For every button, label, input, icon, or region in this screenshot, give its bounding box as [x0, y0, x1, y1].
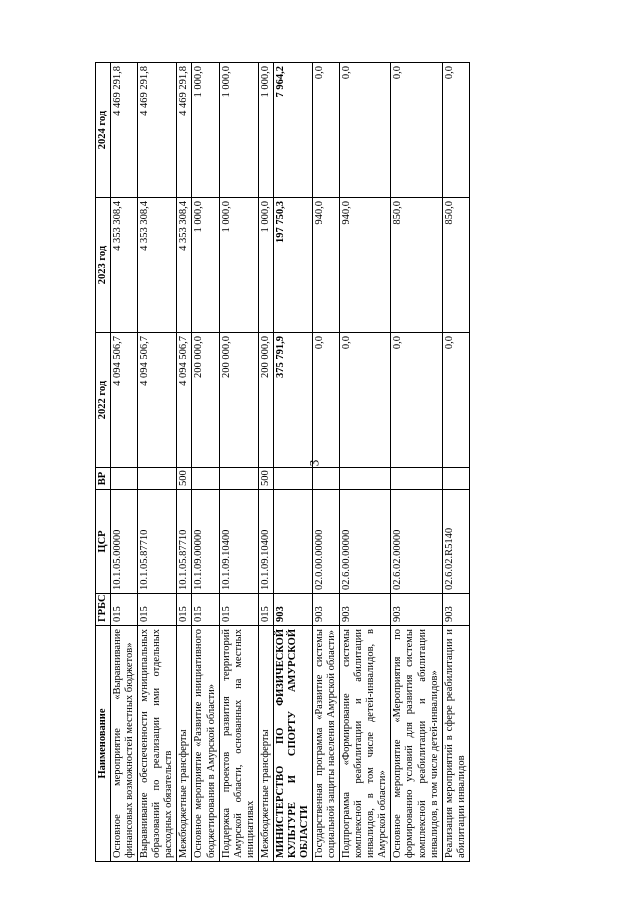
header-name: Наименование — [96, 626, 111, 862]
header-2024: 2024 год — [96, 63, 111, 198]
page-number: 3 — [306, 459, 322, 467]
row-2023: 4 353 308,4 — [138, 198, 177, 333]
row-grbs: 903 — [391, 594, 442, 626]
row-grbs: 015 — [258, 594, 273, 626]
row-2023: 850,0 — [442, 198, 469, 333]
row-2024: 4 469 291,8 — [177, 63, 192, 198]
table-row — [138, 63, 177, 862]
row-grbs: 015 — [177, 594, 192, 626]
row-2024: 1 000,0 — [258, 63, 273, 198]
row-2022: 0,0 — [442, 333, 469, 468]
row-csr: 10.1.05.00000 — [111, 490, 138, 594]
row-2022: 0,0 — [391, 333, 442, 468]
row-vr — [219, 468, 258, 490]
row-name: Поддержка проектов развития территорий Амурской области, основанных на местных инициативах — [219, 626, 258, 862]
row-2023: 4 353 308,4 — [177, 198, 192, 333]
row-vr — [313, 468, 340, 490]
row-csr: 10.1.09.10400 — [258, 490, 273, 594]
row-csr: 02.0.00.00000 — [313, 490, 340, 594]
header-2022: 2022 год — [96, 333, 111, 468]
table-row — [192, 63, 219, 862]
row-vr — [340, 468, 391, 490]
row-name: Выравнивание обеспеченности муниципальных образований по реализации ими отдельных расходных обязательств — [138, 626, 177, 862]
row-name: Межбюджетные трансферты — [258, 626, 273, 862]
row-2022: 0,0 — [313, 333, 340, 468]
row-vr — [192, 468, 219, 490]
row-2024: 7 964,2 — [273, 63, 312, 198]
table-row — [391, 63, 442, 862]
row-vr — [138, 468, 177, 490]
table-row — [177, 63, 192, 862]
row-2023: 940,0 — [340, 198, 391, 333]
header-csr: ЦСР — [96, 490, 111, 594]
row-csr: 02.6.00.00000 — [340, 490, 391, 594]
row-2022: 375 791,9 — [273, 333, 312, 468]
row-vr — [442, 468, 469, 490]
row-name: Основное мероприятие «Выравнивание финансовых возможностей местных бюджетов» — [111, 626, 138, 862]
row-2022: 4 094 506,7 — [138, 333, 177, 468]
table-row — [111, 63, 138, 862]
table-row — [258, 63, 273, 862]
row-vr — [391, 468, 442, 490]
row-grbs: 903 — [273, 594, 312, 626]
budget-table-container — [95, 62, 625, 862]
row-csr: 10.1.05.87710 — [177, 490, 192, 594]
row-csr: 10.1.05.87710 — [138, 490, 177, 594]
budget-table — [95, 62, 470, 862]
row-csr: 02.6.02.00000 — [391, 490, 442, 594]
row-2024: 0,0 — [340, 63, 391, 198]
table-row — [273, 63, 312, 862]
row-grbs: 015 — [111, 594, 138, 626]
row-name: Межбюджетные трансферты — [177, 626, 192, 862]
row-2024: 4 469 291,8 — [138, 63, 177, 198]
row-csr: 10.1.09.10400 — [219, 490, 258, 594]
row-2023: 940,0 — [313, 198, 340, 333]
row-2022: 200 000,0 — [258, 333, 273, 468]
row-2024: 0,0 — [442, 63, 469, 198]
header-grbs: ГРБС — [96, 594, 111, 626]
row-name: Подпрограмма «Формирование системы комплексной реабилитации и абилитации инвалидов, в том числе детей-инвалидов, в Амурской области» — [340, 626, 391, 862]
row-2022: 4 094 506,7 — [177, 333, 192, 468]
row-csr: 10.1.09.00000 — [192, 490, 219, 594]
row-grbs: 903 — [313, 594, 340, 626]
row-2024: 4 469 291,8 — [111, 63, 138, 198]
header-2023: 2023 год — [96, 198, 111, 333]
row-grbs: 903 — [340, 594, 391, 626]
table-row — [313, 63, 340, 862]
row-vr — [273, 468, 312, 490]
row-csr: 02.6.02.R5140 — [442, 490, 469, 594]
row-grbs: 903 — [442, 594, 469, 626]
row-2024: 1 000,0 — [192, 63, 219, 198]
table-row — [340, 63, 391, 862]
row-2022: 200 000,0 — [192, 333, 219, 468]
row-2023: 197 750,3 — [273, 198, 312, 333]
table-row — [442, 63, 469, 862]
row-2023: 1 000,0 — [192, 198, 219, 333]
row-vr — [111, 468, 138, 490]
row-vr: 500 — [258, 468, 273, 490]
row-name: Государственная программа «Развитие системы социальной защиты населения Амурской области» — [313, 626, 340, 862]
row-vr: 500 — [177, 468, 192, 490]
row-2023: 1 000,0 — [219, 198, 258, 333]
row-2022: 0,0 — [340, 333, 391, 468]
row-2024: 1 000,0 — [219, 63, 258, 198]
row-grbs: 015 — [192, 594, 219, 626]
table-header-row — [96, 63, 111, 862]
row-2023: 850,0 — [391, 198, 442, 333]
row-name: Основное мероприятие «Развитие инициативного бюджетирования в Амурской области» — [192, 626, 219, 862]
row-2022: 200 000,0 — [219, 333, 258, 468]
row-2024: 0,0 — [313, 63, 340, 198]
row-2023: 4 353 308,4 — [111, 198, 138, 333]
row-name: Основное мероприятие «Мероприятия по формированию условий для развития системы комплексной реабилитации и абилитации инвалидов, в том числе детей-инвалидов» — [391, 626, 442, 862]
header-vr: ВР — [96, 468, 111, 490]
row-2023: 1 000,0 — [258, 198, 273, 333]
row-grbs: 015 — [138, 594, 177, 626]
row-name: Реализация мероприятий в сфере реабилитации и абилитации инвалидов — [442, 626, 469, 862]
row-2022: 4 094 506,7 — [111, 333, 138, 468]
table-row — [219, 63, 258, 862]
row-name: МИНИСТЕРСТВО ПО ФИЗИЧЕСКОЙ КУЛЬТУРЕ И СПОРТУ АМУРСКОЙ ОБЛАСТИ — [273, 626, 312, 862]
row-grbs: 015 — [219, 594, 258, 626]
row-csr — [273, 490, 312, 594]
row-2024: 0,0 — [391, 63, 442, 198]
